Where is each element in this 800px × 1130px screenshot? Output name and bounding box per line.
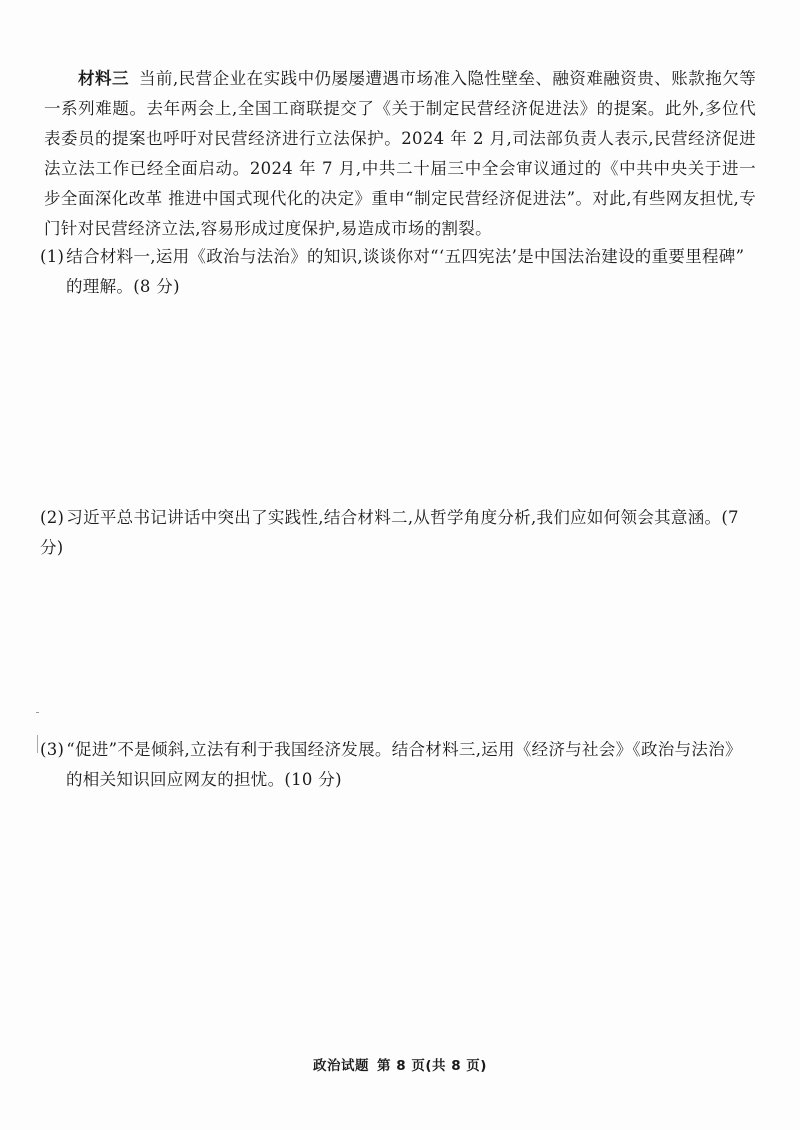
question-number: (2) — [40, 508, 65, 527]
scan-artifact — [37, 735, 38, 753]
question-text-line2: 的理解。(8 分) — [66, 277, 180, 296]
scan-artifact — [36, 712, 39, 713]
answer-space-1 — [40, 302, 760, 492]
question-3 — [40, 735, 760, 795]
question-text-line1: 结合材料一,运用《政治与法治》的知识,谈谈你对“‘五四宪法’是中国法治建设的重要里程碑” — [66, 247, 745, 266]
question-number: (1) — [40, 247, 65, 266]
question-1 — [40, 242, 760, 302]
question-text-line1: “促进”不是倾斜,立法有利于我国经济发展。结合材料三,运用《经济与社会》《政治与法治》 — [66, 740, 742, 759]
footer-subject: 政治试题 — [313, 1058, 370, 1074]
material-label: 材料三 — [78, 69, 129, 88]
question-number: (3) — [40, 740, 65, 759]
question-text-line2: 的相关知识回应网友的担忧。(10 分) — [66, 770, 342, 789]
question-text-line1: 习近平总书记讲话中突出了实践性,结合材料二,从哲学角度分析,我们应如何领会其意涵。(7 分) — [40, 508, 739, 557]
answer-space-2 — [40, 540, 760, 720]
footer-page-number: 第 8 页(共 8 页) — [377, 1058, 487, 1074]
material-three — [44, 64, 756, 244]
material-text: 当前,民营企业在实践中仍屡屡遭遇市场准入隐性壁垒、融资难融资贵、账款拖欠等一系列难题。去年两会上,全国工商联提交了《关于制定民营经济促进法》的提案。此外,多位代表委员的提案也呼吁对民营经济进行立法保护。2024 年 2 月,司法部负责人表示,民营经济促进法立法工作已经全面启动。2024 年 7 月,中共二十届三中全会审议通过的《中共中央关于进一步全面深化改革 推进中国式现代化的决定》重申“制定民营经济促进法”。对此,有些网友担忧,专门针对民营经济立法,容易形成过度保护,易造成市场的割裂。 — [44, 69, 756, 238]
page-footer — [0, 1054, 800, 1074]
answer-space-3 — [40, 800, 760, 1040]
